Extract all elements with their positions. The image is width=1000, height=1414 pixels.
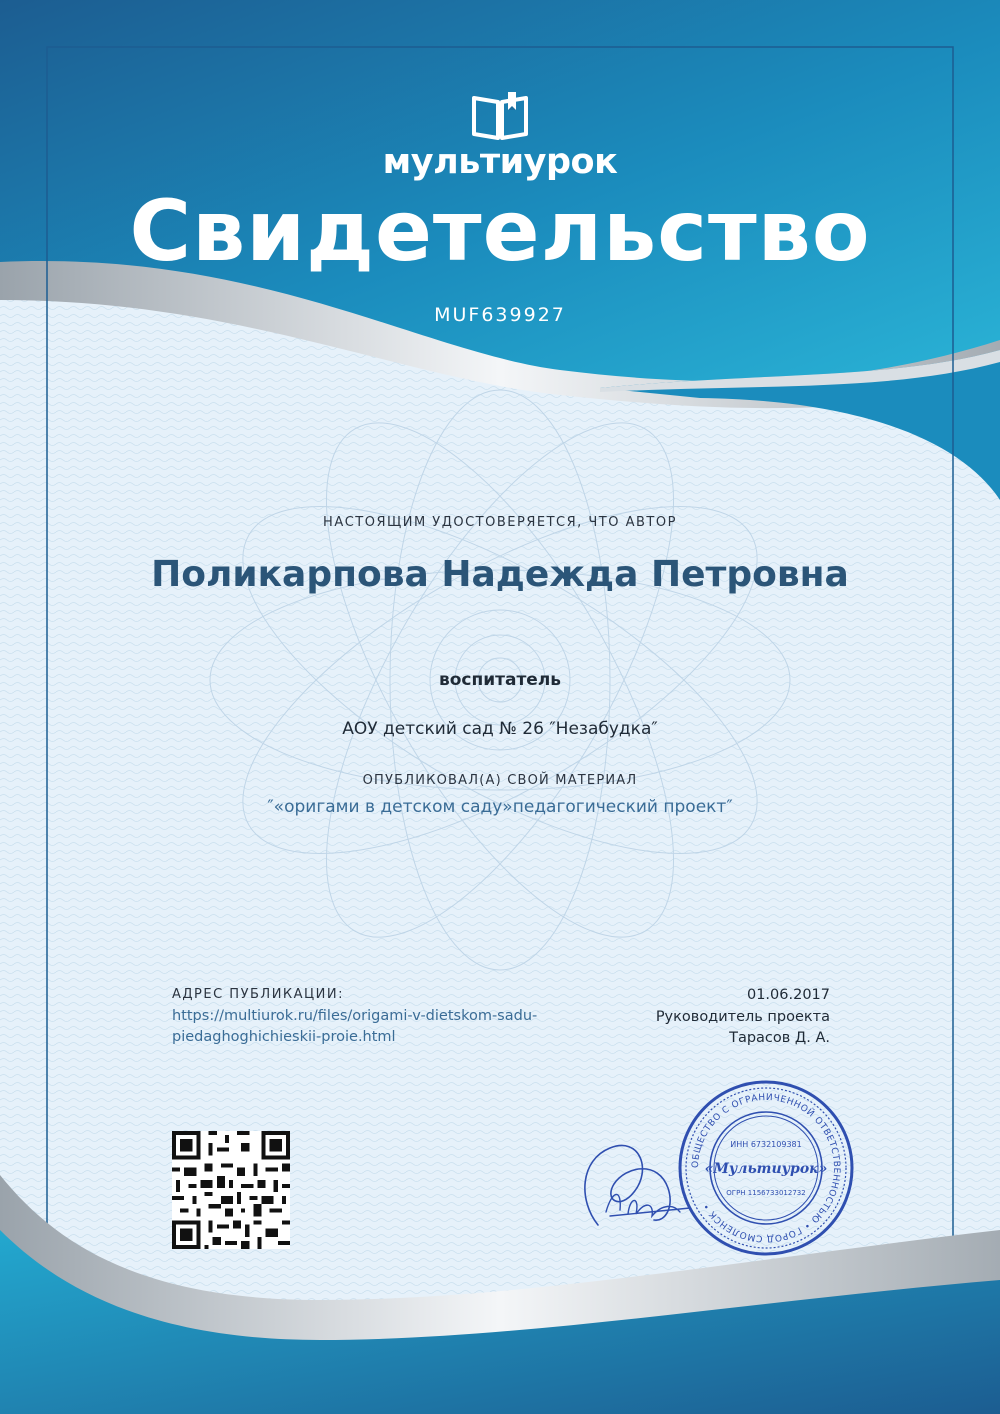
head-role: Руководитель проекта [655, 1009, 830, 1025]
head-name: Тарасов Д. А. [729, 1030, 830, 1046]
issue-date: 01.06.2017 [746, 987, 830, 1003]
qr-code [172, 1131, 290, 1249]
seal-ogrn: ОГРН 1156733012732 [726, 1189, 806, 1197]
brand-name: мультиурок [382, 142, 618, 182]
company-seal [675, 1077, 857, 1259]
seal-center-text: «Мультиурок» [704, 1161, 828, 1177]
publication-link[interactable]: https://multiurok.ru/files/origami-v-dietskom-sadu-piedaghoghichieskii-proie.html [172, 1008, 538, 1045]
seal-ring-text: ОБЩЕСТВО С ОГРАНИЧЕННОЙ ОТВЕТСТВЕННОСТЬЮ • ГОРОД СМОЛЕНСК • [690, 1092, 842, 1244]
seal-inn: ИНН 6732109381 [730, 1140, 802, 1149]
author-organization: АОУ детский сад № 26 ″Незабудка″ [342, 719, 658, 739]
material-title: ″«оригами в детском саду»педагогический проект″ [267, 797, 733, 817]
author-position: воспитатель [438, 670, 562, 690]
published-label: ОПУБЛИКОВАЛ(А) СВОЙ МАТЕРИАЛ [362, 773, 638, 788]
address-label: АДРЕС ПУБЛИКАЦИИ: [172, 987, 344, 1002]
certificate-title: Свидетельство [129, 182, 871, 280]
open-book-icon [468, 90, 532, 142]
intro-text: НАСТОЯЩИМ УДОСТОВЕРЯЕТСЯ, ЧТО АВТОР [323, 515, 677, 530]
author-name: Поликарпова Надежда Петровна [151, 554, 849, 595]
certificate-id: MUF639927 [434, 304, 566, 326]
